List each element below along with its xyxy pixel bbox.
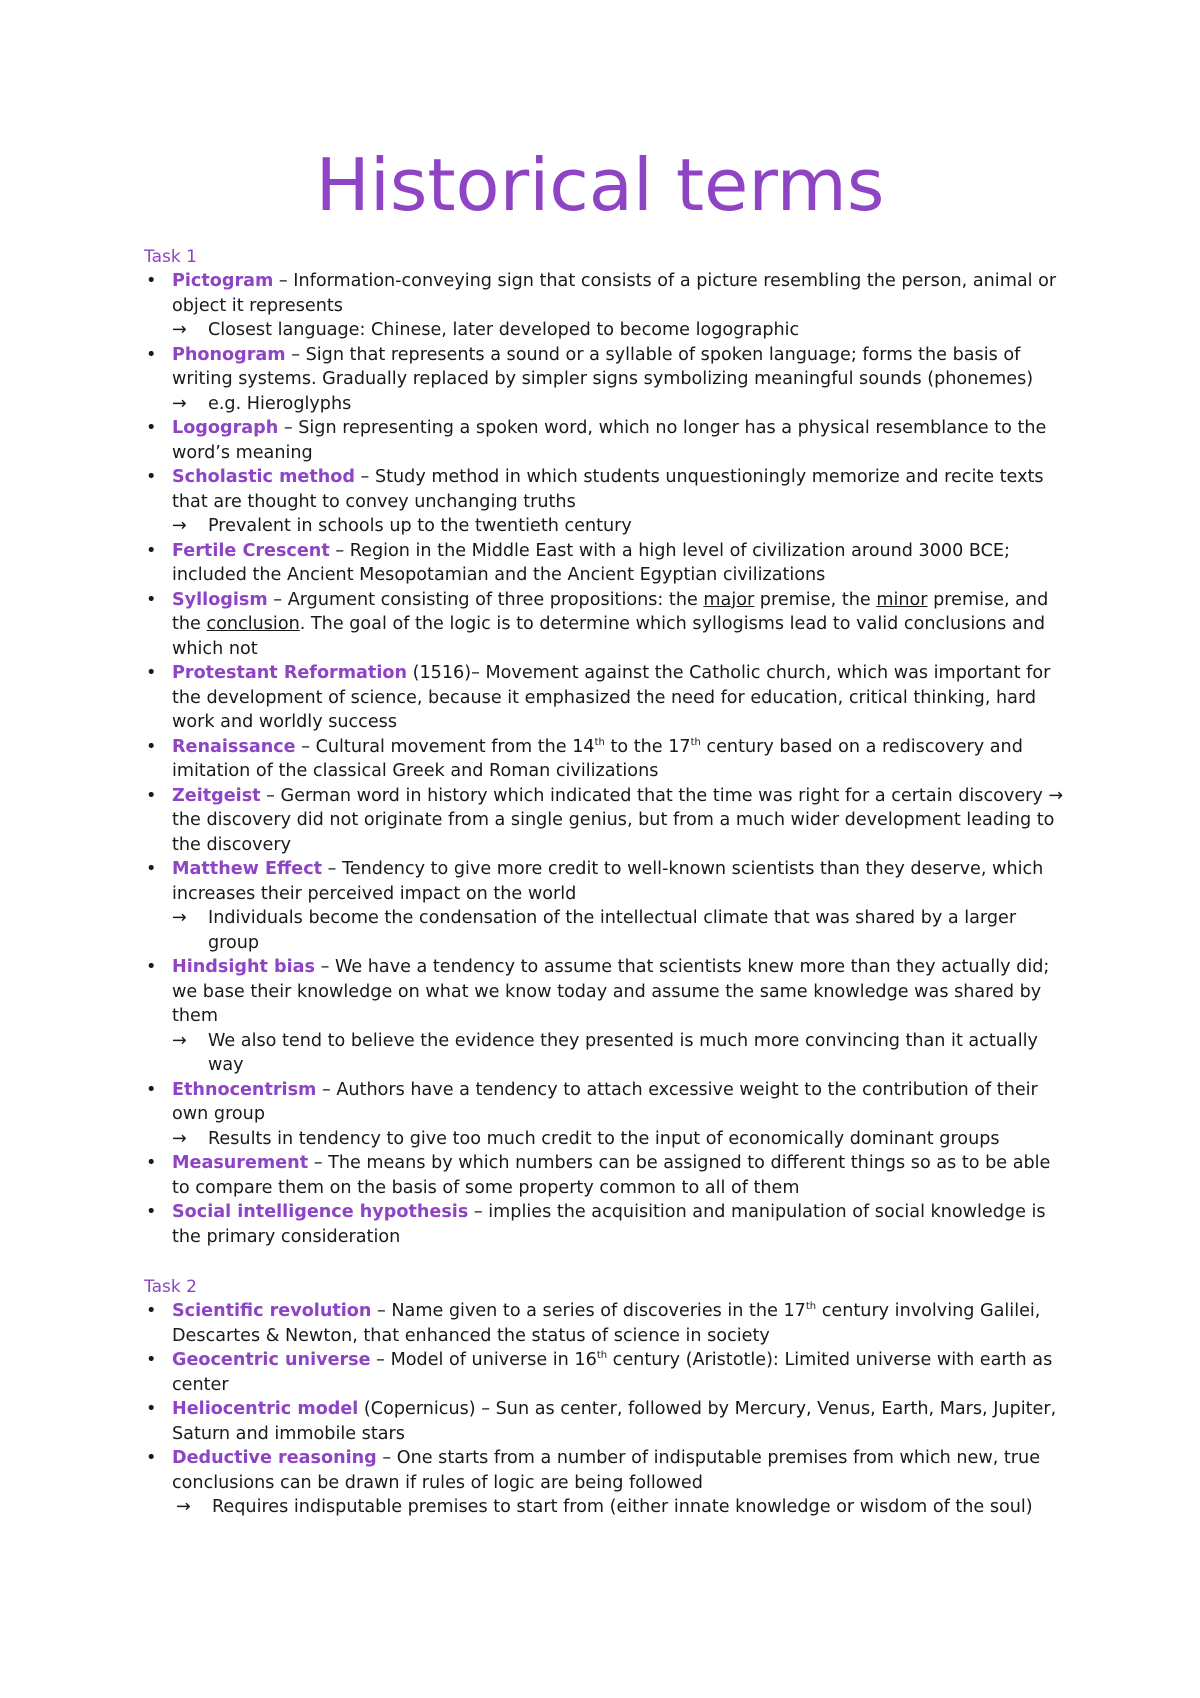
term-definition: premise, the [754,589,877,610]
document-body [144,245,1064,1520]
term-definition: century (Aristotle): Limited universe with earth as center [172,1350,1053,1395]
term-definition: to the 17 [604,736,691,757]
term-definition: – Argument consisting of three propositions: the [267,589,704,610]
term-definition: (1516)– Movement against the Catholic church, which was important for the development of science, because it emphasized the need for education, critical thinking, hard work and worldly success [172,663,1051,732]
sub-point [172,392,1064,417]
list-item [144,416,1064,465]
list-item [144,588,1064,662]
list-item [144,269,1064,343]
term-definition: – One starts from a number of indisputable premises from which new, true conclusions can be drawn if rules of logic are being followed [172,1448,1041,1493]
list-item [144,857,1064,955]
term-name: Renaissance [172,736,296,757]
term-name: Measurement [172,1153,309,1173]
sub-point-text: Requires indisputable premises to start from (either innate knowledge or wisdom of the soul) [212,1497,1033,1517]
term-definition: – We have a tendency to assume that scientists knew more than they actually did; we base their knowledge on what we know today and assume the same knowledge was shared by them [172,957,1050,1026]
list-item [144,1446,1064,1520]
sub-point [176,1495,1064,1520]
sub-point-text: Prevalent in schools up to the twentieth century [208,516,632,536]
term-name: Heliocentric model [172,1399,359,1419]
term-name: Pictogram [172,271,274,291]
superscript: th [594,736,605,748]
sub-point [172,1029,1064,1078]
list-item [144,1397,1064,1446]
term-definition: – Tendency to give more credit to well-known scientists than they deserve, which increases their perceived impact on the world [172,859,1044,904]
sub-point [172,318,1064,343]
term-definition: – Region in the Middle East with a high level of civilization around 3000 BCE; included the Ancient Mesopotamian and the Ancient Egyptian civilizations [172,540,1010,585]
term-name: Social intelligence hypothesis [172,1202,469,1222]
superscript: th [805,1301,817,1313]
term-name: Hindsight bias [172,957,316,977]
sub-point-text: Closest language: Chinese, later developed to become logographic [208,320,800,340]
term-definition: century involving Galilei, Descartes & Newton, that enhanced the status of science in society [172,1301,1041,1346]
term-definition: – German word in history which indicated that the time was right for a certain discovery → the discovery did not originate from a single genius, but from a much wider development leading to the discovery [172,785,1064,855]
sub-point-text: Individuals become the condensation of the intellectual climate that was shared by a larger group [208,908,1017,953]
term-name: Fertile Crescent [172,540,330,561]
term-definition: – Study method in which students unquestioningly memorize and recite texts that are thought to convey unchanging truths [172,467,1044,512]
term-definition: – The means by which numbers can be assigned to different things so as to be able to compare them on the basis of some property common to all of them [172,1153,1051,1198]
underlined-word: conclusion [206,614,300,634]
list-item [144,539,1064,588]
term-definition: – Sign representing a spoken word, which no longer has a physical resemblance to the word’s meaning [172,418,1047,463]
list-item [144,1151,1064,1200]
list-item [144,1299,1064,1348]
task-1-list [144,269,1064,1249]
term-definition: – Information-conveying sign that consists of a picture resembling the person, animal or object it represents [172,271,1057,316]
superscript: th [690,736,701,748]
sub-point-text: Results in tendency to give too much credit to the input of economically dominant groups [208,1128,1000,1149]
sub-point [172,906,1064,955]
term-name: Protestant Reformation [172,663,407,683]
task-2-heading: Task 2 [144,1277,197,1297]
term-name: Ethnocentrism [172,1079,317,1100]
list-item [144,955,1064,1078]
arrow-icon: → [172,320,187,340]
superscript: th [596,1350,608,1362]
term-name: Zeitgeist [172,785,261,806]
term-definition: century based on a rediscovery and imitation of the classical Greek and Roman civilizations [172,736,1023,781]
arrow-icon: → [172,393,187,414]
term-definition: (Copernicus) – Sun as center, followed by Mercury, Venus, Earth, Mars, Jupiter, Saturn and immobile stars [172,1399,1057,1444]
arrow-icon: → [176,1497,191,1517]
task-1-heading: Task 1 [144,247,197,267]
term-name: Matthew Effect [172,859,323,879]
sub-point [172,1127,1064,1152]
page-title: Historical terms [315,143,885,227]
sub-point-text: e.g. Hieroglyphs [208,393,352,414]
list-item [144,784,1064,858]
list-item [144,343,1064,417]
term-definition: premise, and the [172,589,1049,634]
list-item [144,1200,1064,1249]
term-definition: – Model of universe in 16 [370,1350,597,1370]
arrow-icon: → [172,1128,187,1149]
list-item [144,1078,1064,1152]
task-2-list [144,1299,1064,1520]
term-name: Phonogram [172,344,286,365]
term-name: Logograph [172,418,279,438]
term-definition: – Name given to a series of discoveries in the 17 [371,1301,806,1321]
term-definition: – implies the acquisition and manipulation of social knowledge is the primary consideration [172,1202,1046,1247]
sub-point [172,514,1064,539]
list-item [144,465,1064,539]
term-definition: – Cultural movement from the 14 [295,736,595,757]
term-definition: – Sign that represents a sound or a syllable of spoken language; forms the basis of writing systems. Gradually replaced by simpler signs symbolizing meaningful sounds (phonemes) [172,344,1034,389]
term-name: Syllogism [172,589,268,610]
term-name: Scientific revolution [172,1301,372,1321]
term-name: Deductive reasoning [172,1448,377,1468]
list-item [144,735,1064,784]
term-name: Geocentric universe [172,1350,371,1370]
term-name: Scholastic method [172,467,355,487]
arrow-icon: → [172,1030,187,1051]
list-item [144,661,1064,735]
arrow-icon: → [172,516,187,536]
arrow-icon: → [172,908,187,928]
list-item [144,1348,1064,1397]
term-definition: – Authors have a tendency to attach excessive weight to the contribution of their own group [172,1079,1038,1124]
underlined-word: major [703,589,755,610]
underlined-word: minor [876,589,928,610]
term-definition: . The goal of the logic is to determine which syllogisms lead to valid conclusions and which not [172,614,1046,659]
sub-point-text: We also tend to believe the evidence they presented is much more convincing than it actually way [208,1030,1038,1075]
